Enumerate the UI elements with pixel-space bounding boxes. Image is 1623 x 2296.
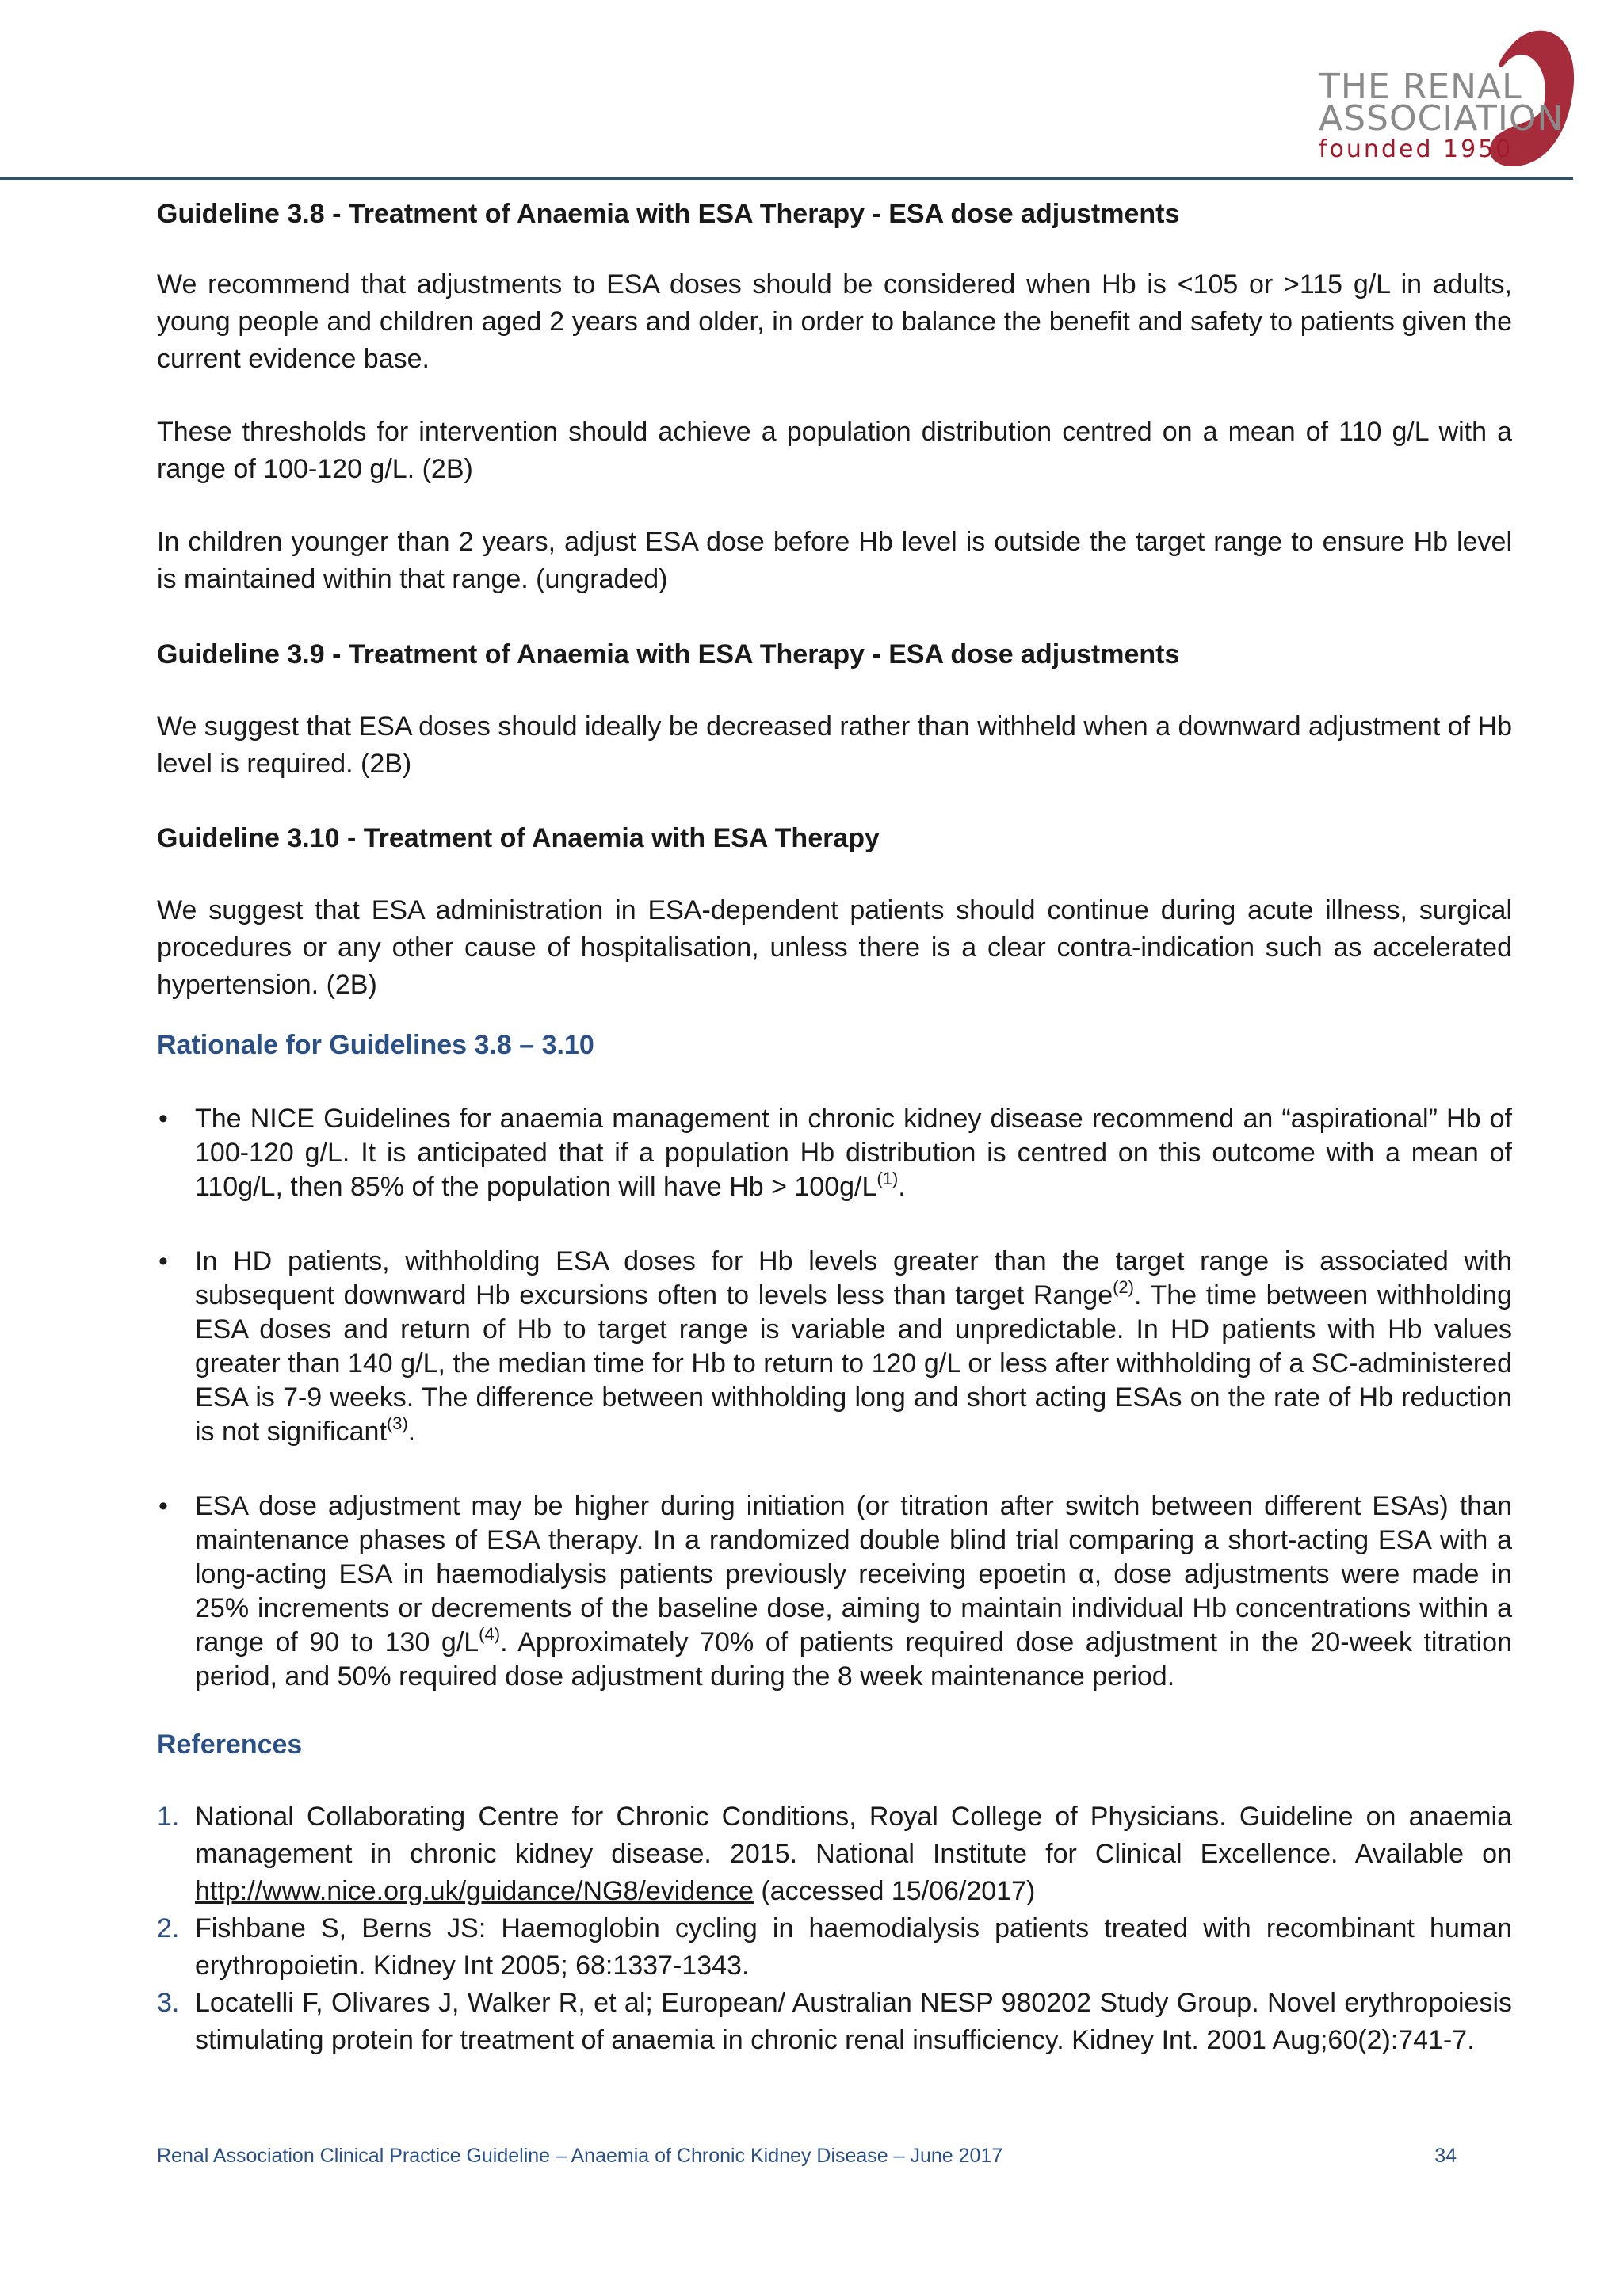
reference-number: 2. <box>157 1913 180 1943</box>
guideline-3-8-para-2: These thresholds for intervention should achieve a population distribution centred on a mean of 110 g/L with a range of 100-120 g/L. (2B) <box>157 417 1512 484</box>
reference-item <box>157 1910 1512 1985</box>
citation-4: (4) <box>479 1624 501 1644</box>
references-heading: References <box>157 1730 303 1760</box>
rationale-bullet-3-text-2: . Approximately 70% of patients required dose adjustment in the 20-week titration period, and 50% required dose adjustment during the 8 week maintenance period. <box>195 1627 1512 1691</box>
list-item <box>157 1245 1512 1449</box>
rationale-list <box>157 1102 1512 1694</box>
references-list <box>157 1798 1512 2059</box>
reference-number: 3. <box>157 1988 180 2018</box>
page-number: 34 <box>1434 2145 1457 2167</box>
rationale-bullet-1-text: The NICE Guidelines for anaemia management in chronic kidney disease recommend an “aspirational” Hb of 100-120 g/L. It is anticipated that if a population Hb distribution is centred on this outcome with a mean of 110g/L, then 85% of the population will have Hb > 100g/L <box>195 1104 1512 1202</box>
bullet-icon: • <box>158 1104 168 1134</box>
rationale-bullet-2-text-2: . The time between withholding ESA doses and return of Hb to target range is variable and unpredictable. In HD patients with Hb values greater than 140 g/L, the median time for Hb to return to 120 g/L or less after withholding of a SC-administered ESA is 7-9 weeks. The difference between withholding long and short acting ESAs on the rate of Hb reduction is not significant <box>195 1280 1512 1447</box>
rationale-heading: Rationale for Guidelines 3.8 – 3.10 <box>157 1030 594 1060</box>
citation-3: (3) <box>386 1413 408 1433</box>
reference-1-link[interactable]: http://www.nice.org.uk/guidance/NG8/evidence <box>195 1876 754 1906</box>
header-divider <box>0 177 1573 180</box>
footer-text: Renal Association Clinical Practice Guideline – Anaemia of Chronic Kidney Disease – June 2017 <box>157 2145 1003 2167</box>
rationale-bullet-1-end: . <box>898 1172 906 1202</box>
logo-founded: founded 1950 <box>1319 135 1514 163</box>
guideline-3-8-heading: Guideline 3.8 - Treatment of Anaemia with ESA Therapy - ESA dose adjustments <box>157 199 1180 229</box>
guideline-3-9-heading: Guideline 3.9 - Treatment of Anaemia with ESA Therapy - ESA dose adjustments <box>157 639 1180 669</box>
rationale-bullet-2-text-1: In HD patients, withholding ESA doses for Hb levels greater than the target range is associated with subsequent downward Hb excursions often to levels less than target Range <box>195 1246 1512 1310</box>
logo-line2: ASSOCIATION <box>1319 98 1564 139</box>
reference-item <box>157 1985 1512 2059</box>
bullet-icon: • <box>158 1491 168 1521</box>
renal-association-logo <box>1308 16 1581 174</box>
guideline-3-8-para-3: In children younger than 2 years, adjust ESA dose before Hb level is outside the target range to ensure Hb level is maintained within that range. (ungraded) <box>157 527 1512 594</box>
guideline-3-9-para-1: We suggest that ESA doses should ideally be decreased rather than withheld when a downward adjustment of Hb level is required. (2B) <box>157 711 1512 779</box>
guideline-3-8-para-1: We recommend that adjustments to ESA doses should be considered when Hb is <105 or >115 g/L in adults, young people and children aged 2 years and older, in order to balance the benefit and safety to patients given the current evidence base. <box>157 269 1512 374</box>
reference-2-text: Fishbane S, Berns JS: Haemoglobin cycling in haemodialysis patients treated with recombinant human erythropoietin. Kidney Int 2005; 68:1337-1343. <box>195 1913 1512 1981</box>
citation-2: (2) <box>1113 1277 1134 1297</box>
rationale-bullet-2-end: . <box>407 1417 416 1447</box>
reference-3-text: Locatelli F, Olivares J, Walker R, et al; European/ Australian NESP 980202 Study Group. Novel erythropoiesis stimulating protein for treatment of anaemia in chronic renal insufficiency. Kidney Int. 2001 Aug;60(2):741-7. <box>195 1988 1512 2055</box>
reference-1-text: National Collaborating Centre for Chronic Conditions, Royal College of Physicians. Guideline on anaemia management in chronic kidney disease. 2015. National Institute for Clinical Excellence. Available on <box>195 1802 1512 1869</box>
rationale-bullet-3-text-1: ESA dose adjustment may be higher during initiation (or titration after switch between different ESAs) than maintenance phases of ESA therapy. In a randomized double blind trial comparing a short-acting ESA with a long-acting ESA in haemodialysis patients previously receiving epoetin α, dose adjustments were made in 25% increments or decrements of the baseline dose, aiming to maintain individual Hb concentrations within a range of 90 to 130 g/L <box>195 1491 1512 1657</box>
guideline-3-10-heading: Guideline 3.10 - Treatment of Anaemia with ESA Therapy <box>157 823 880 853</box>
reference-number: 1. <box>157 1802 180 1832</box>
logo-line1: THE RENAL <box>1319 67 1522 107</box>
reference-item <box>157 1798 1512 1910</box>
bullet-icon: • <box>158 1246 168 1276</box>
list-item <box>157 1102 1512 1204</box>
list-item <box>157 1489 1512 1694</box>
page-footer <box>157 2145 1457 2168</box>
reference-1-accessed: (accessed 15/06/2017) <box>753 1876 1036 1906</box>
main-content <box>157 195 1512 2059</box>
guideline-3-10-para-1: We suggest that ESA administration in ESA-dependent patients should continue during acute illness, surgical procedures or any other cause of hospitalisation, unless there is a clear contra-indication such as accelerated hypertension. (2B) <box>157 895 1512 1000</box>
citation-1: (1) <box>876 1169 899 1188</box>
